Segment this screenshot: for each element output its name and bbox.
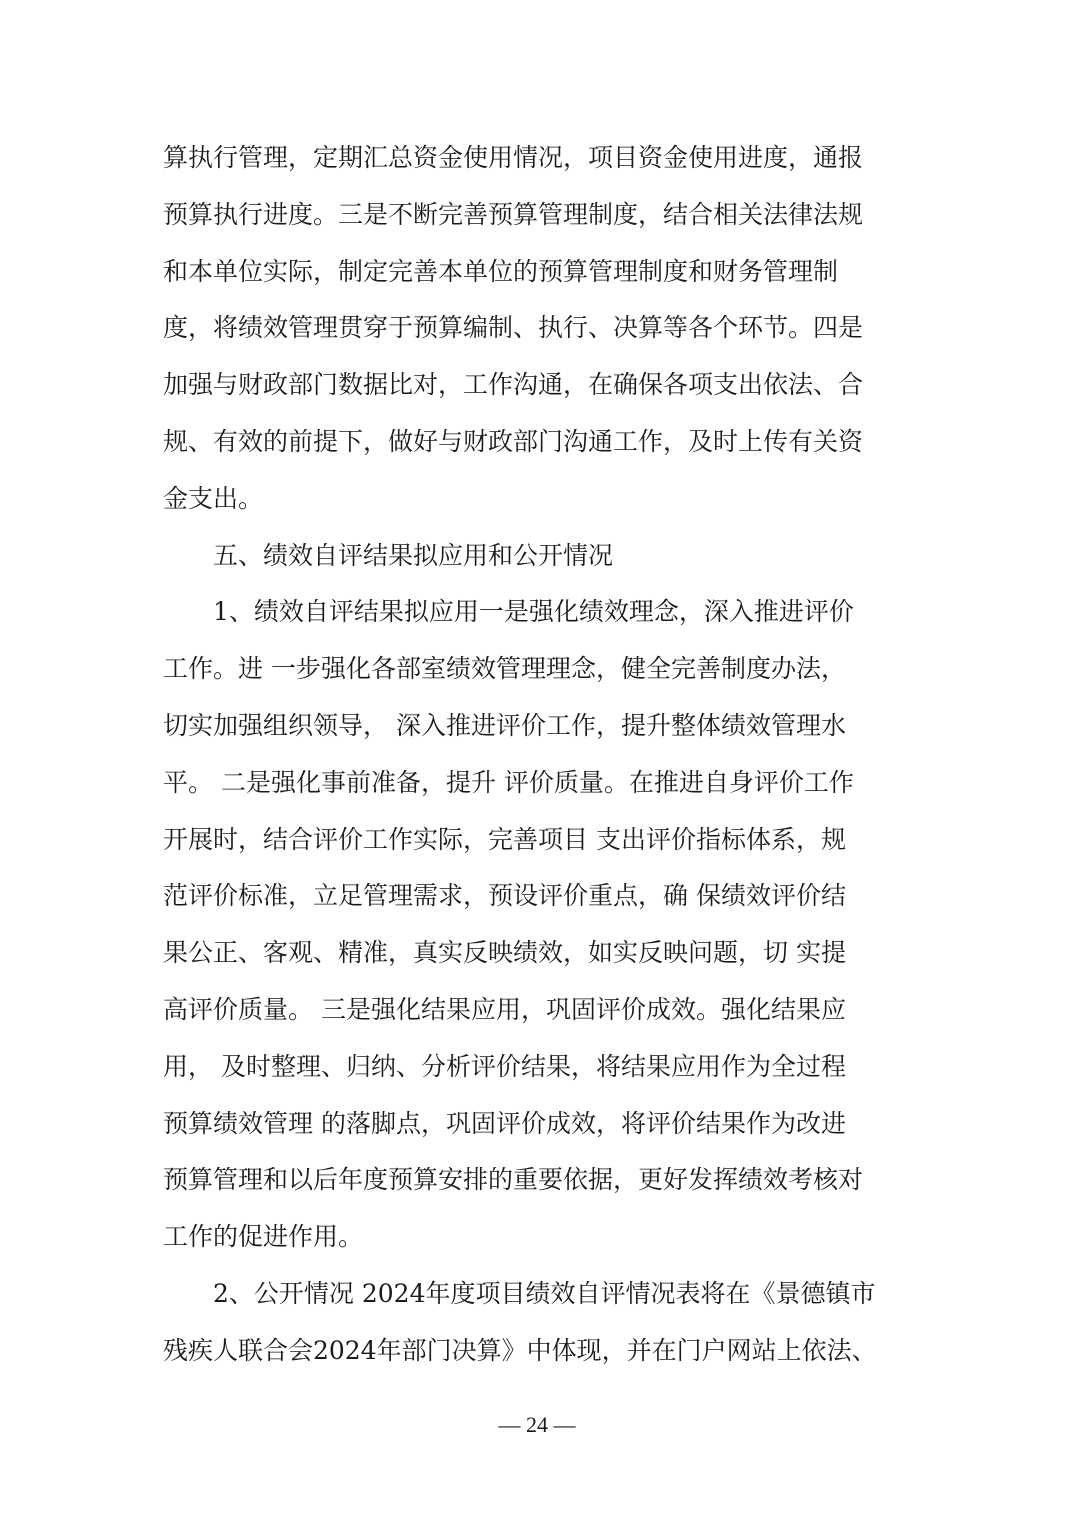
text-line: 高评价质量。 三是强化结果应用，巩固评价成效。强化结果应 — [163, 994, 846, 1024]
text-line: 预算绩效管理 的落脚点，巩固评价成效，将评价结果作为改进 — [163, 1108, 846, 1138]
text-line: 算执行管理，定期汇总资金使用情况，项目资金使用进度，通报 — [163, 143, 864, 172]
text-line: 开展时，结合评价工作实际，完善项目 支出评价指标体系，规 — [163, 824, 846, 854]
text-line: 规、有效的前提下，做好与财政部门沟通工作，及时上传有关资 — [163, 426, 864, 456]
text-line: 加强与财政部门数据比对，工作沟通，在确保各项支出依法、合 — [163, 370, 864, 400]
text-line: 范评价标准，立足管理需求，预设评价重点，确 保绩效评价结 — [163, 881, 846, 911]
text-line: 1、绩效自评结果拟应用一是强化绩效理念，深入推进评价 — [163, 597, 854, 627]
text-line: 果公正、客观、精准，真实反映绩效，如实反映问题，切 实提 — [163, 938, 846, 968]
text-line: 预算管理和以后年度预算安排的重要依据，更好发挥绩效考核对 — [163, 1165, 864, 1195]
body-text — [163, 130, 911, 1380]
text-line: 度，将绩效管理贯穿于预算编制、执行、决算等各个环节。四是 — [163, 313, 864, 343]
text-line: 2、公开情况 2024年度项目绩效自评情况表将在《景德镇市 — [163, 1278, 876, 1308]
text-line: 残疾人联合会2024年部门决算》中体现，并在门户网站上依法、 — [163, 1335, 877, 1365]
text-line: 平。 二是强化事前准备，提升 评价质量。在推进自身评价工作 — [163, 767, 854, 797]
section-heading: 五、绩效自评结果拟应用和公开情况 — [163, 540, 614, 570]
text-line: 和本单位实际，制定完善本单位的预算管理制度和财务管理制 — [163, 256, 839, 286]
text-line: 用， 及时整理、归纳、分析评价结果，将结果应用作为全过程 — [163, 1051, 846, 1081]
text-line: 工作的促进作用。 — [163, 1222, 364, 1252]
text-line: 金支出。 — [163, 483, 264, 513]
text-line: 工作。进 一步强化各部室绩效管理理念，健全完善制度办法， — [163, 654, 846, 684]
text-line: 切实加强组织领导， 深入推进评价工作，提升整体绩效管理水 — [163, 710, 846, 740]
page-number: — 24 — — [498, 1412, 576, 1437]
text-line: 预算执行进度。三是不断完善预算管理制度，结合相关法律法规 — [163, 199, 864, 229]
